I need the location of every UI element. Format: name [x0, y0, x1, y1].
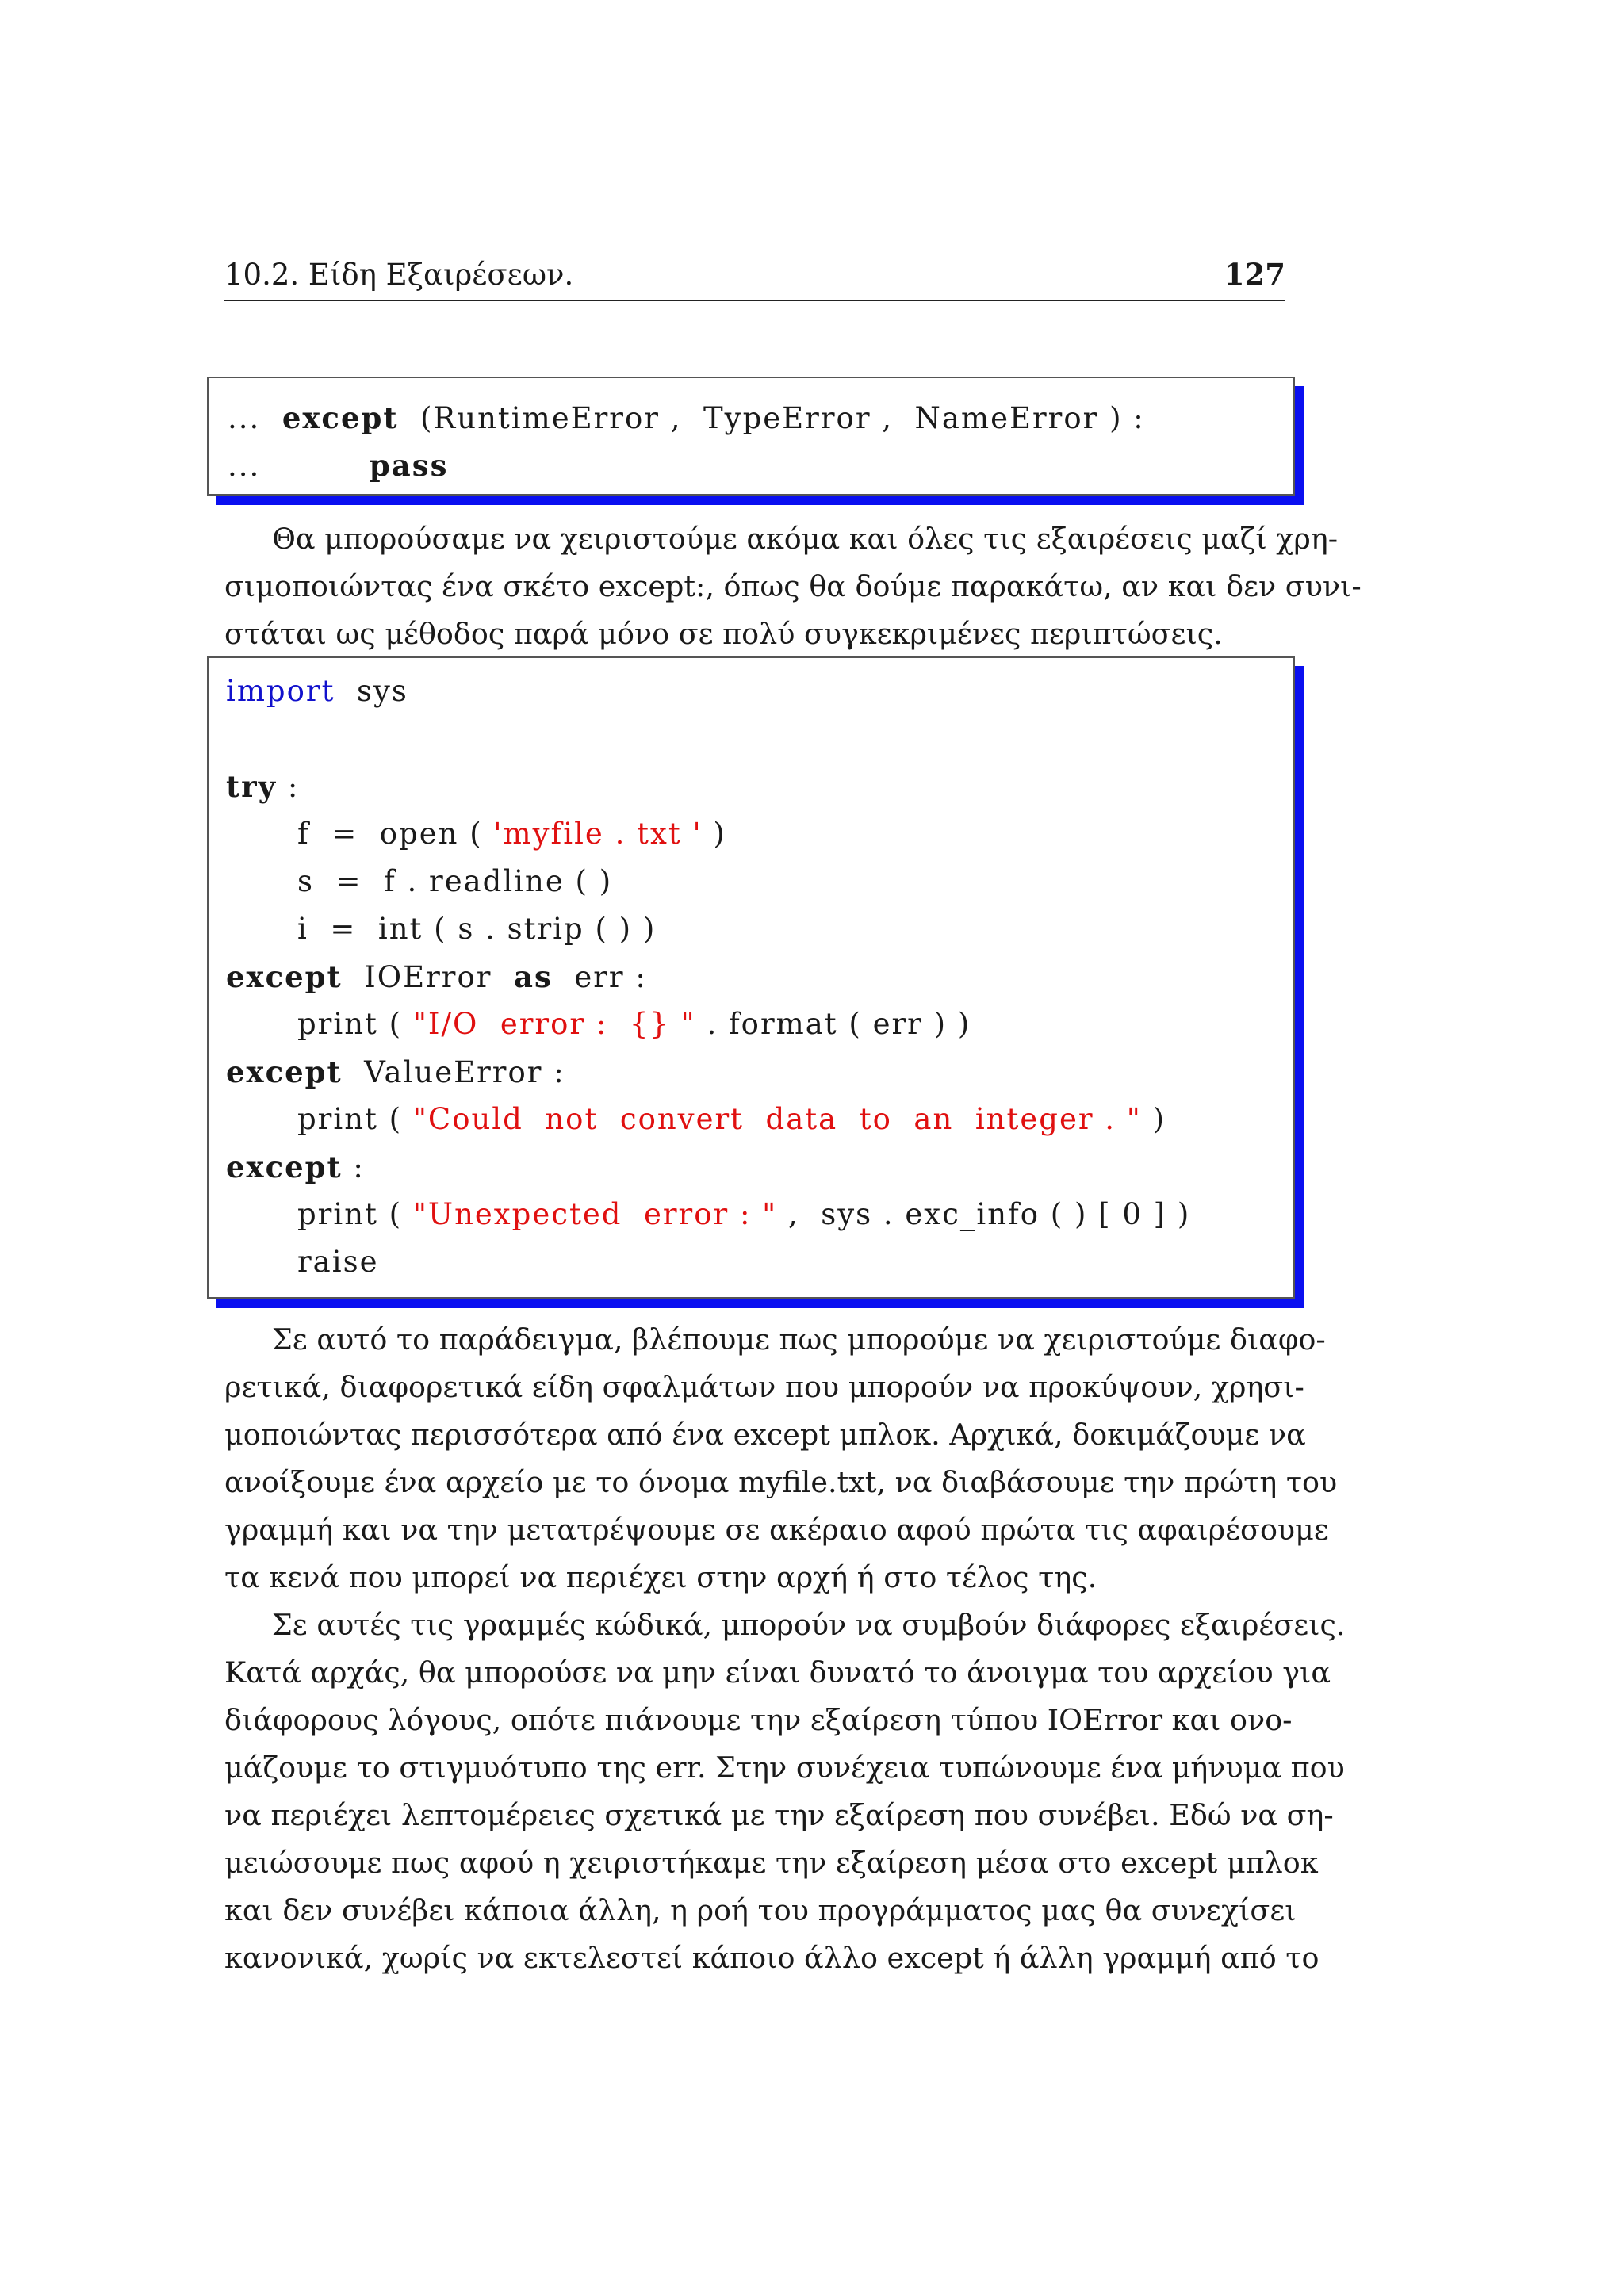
code-text: (RuntimeError , TypeError , NameError ) :: [398, 401, 1145, 435]
code-keyword: except: [226, 959, 343, 994]
code-text: err :: [552, 960, 647, 994]
code-text: , sys . exc_info ( ) [ 0 ] ): [777, 1197, 1191, 1231]
code-listing-try-except: [207, 656, 1295, 1299]
code-line: [228, 394, 1145, 442]
running-header: [224, 254, 1285, 301]
code-text: :: [277, 770, 300, 804]
code-keyword: except: [226, 1054, 343, 1089]
code-text: raise: [297, 1245, 379, 1279]
code-line: [297, 1096, 1166, 1143]
code-line: [228, 442, 448, 489]
code-string: 'myfile . txt ': [493, 817, 703, 851]
code-line: [226, 1048, 565, 1096]
code-text: s = f . readline ( ): [297, 864, 613, 898]
code-text: f = open (: [297, 817, 494, 851]
code-string: "Unexpected error : ": [412, 1197, 778, 1231]
code-string: "Could not convert data to an integer . ": [412, 1102, 1142, 1136]
code-line: [297, 810, 726, 858]
paragraph-line: στάται ως μέθοδος παρά μόνο σε πολύ συγκεκριμένες περιπτώσεις.: [224, 617, 1223, 651]
code-keyword: except: [282, 400, 399, 435]
code-line: [226, 953, 647, 1001]
code-text: IOError: [342, 960, 514, 994]
paragraph-3: [224, 1601, 1346, 1982]
code-text: ): [1141, 1102, 1166, 1136]
code-line: [226, 1143, 365, 1191]
code-keyword: pass: [369, 448, 449, 483]
code-line: [297, 1238, 378, 1286]
code-string: "I/O error : {} ": [412, 1007, 696, 1041]
paragraph-line: Σε αυτές τις γραμμές κώδικά, μπορούν να συμβούν διάφορες εξαιρέσεις.: [272, 1608, 1346, 1642]
code-keyword: try: [226, 769, 278, 804]
section-title: 10.2. Είδη Εξαιρέσεων.: [224, 258, 574, 292]
paragraph-line: διάφορους λόγους, οπότε πιάνουμε την εξαίρεση τύπου IOError και ονο-: [224, 1703, 1293, 1737]
paragraph-1: [224, 515, 1362, 658]
code-listing-except-tuple: [207, 377, 1295, 496]
code-text: :: [342, 1150, 365, 1184]
code-line: [297, 905, 656, 953]
paragraph-line: κανονικά, χωρίς να εκτελεστεί κάποιο άλλο except ή άλλη γραμμή από το: [224, 1941, 1320, 1975]
paragraph-2: [224, 1316, 1338, 1601]
paragraph-line: τα κενά που μπορεί να περιέχει στην αρχή ή στο τέλος της.: [224, 1560, 1097, 1594]
code-text: sys: [335, 674, 408, 708]
code-text: i = int ( s . strip ( ) ): [297, 912, 657, 946]
paragraph-line: να περιέχει λεπτομέρειες σχετικά με την εξαίρεση που συνέβει. Εδώ να ση-: [224, 1798, 1334, 1832]
code-text: ): [702, 817, 726, 851]
code-keyword: import: [226, 674, 335, 708]
paragraph-line: Σε αυτό το παράδειγμα, βλέπουμε πως μπορούμε να χειριστούμε διαφο-: [272, 1322, 1326, 1357]
code-text: print (: [297, 1007, 413, 1041]
paragraph-line: Κατά αρχάς, θα μπορούσε να μην είναι δυνατό το άνοιγμα του αρχείου για: [224, 1655, 1331, 1689]
code-line: [226, 763, 299, 810]
code-line: [297, 1191, 1190, 1238]
code-keyword: except: [226, 1150, 343, 1184]
paragraph-line: ανοίξουμε ένα αρχείο με το όνομα myfile.txt, να διαβάσουμε την πρώτη του: [224, 1465, 1338, 1499]
paragraph-line: μειώσουμε πως αφού η χειριστήκαμε την εξαίρεση μέσα στο except μπλοκ: [224, 1846, 1319, 1880]
code-line: [297, 1001, 971, 1048]
code-text: print (: [297, 1102, 413, 1136]
page-number: 127: [1224, 257, 1285, 292]
paragraph-line: γραμμή και να την μετατρέψουμε σε ακέραιο αφού πρώτα τις αφαιρέσουμε: [224, 1513, 1329, 1547]
code-prompt: ...: [228, 401, 282, 435]
paragraph-line: μοποιώντας περισσότερα από ένα except μπλοκ. Αρχικά, δοκιμάζουμε να: [224, 1418, 1306, 1452]
paragraph-line: και δεν συνέβει κάποια άλλη, η ροή του προγράμματος μας θα συνεχίσει: [224, 1893, 1297, 1927]
code-prompt: ...: [228, 449, 370, 483]
paragraph-line: ρετικά, διαφορετικά είδη σφαλμάτων που μπορούν να προκύψουν, χρησι-: [224, 1370, 1304, 1404]
paragraph-line: μάζουμε το στιγμυότυπο της err. Στην συνέχεια τυπώνουμε ένα μήνυμα που: [224, 1751, 1345, 1785]
code-text: . format ( err ) ): [695, 1007, 971, 1041]
code-line: [226, 668, 408, 715]
paragraph-line: σιμοποιώντας ένα σκέτο except:, όπως θα δούμε παρακάτω, αν και δεν συνι-: [224, 569, 1362, 603]
code-text: ValueError :: [342, 1055, 565, 1089]
paragraph-line: Θα μπορούσαμε να χειριστούμε ακόμα και όλες τις εξαιρέσεις μαζί χρη-: [272, 522, 1339, 556]
code-keyword: as: [513, 959, 553, 994]
code-line: [297, 858, 612, 905]
code-text: print (: [297, 1197, 413, 1231]
